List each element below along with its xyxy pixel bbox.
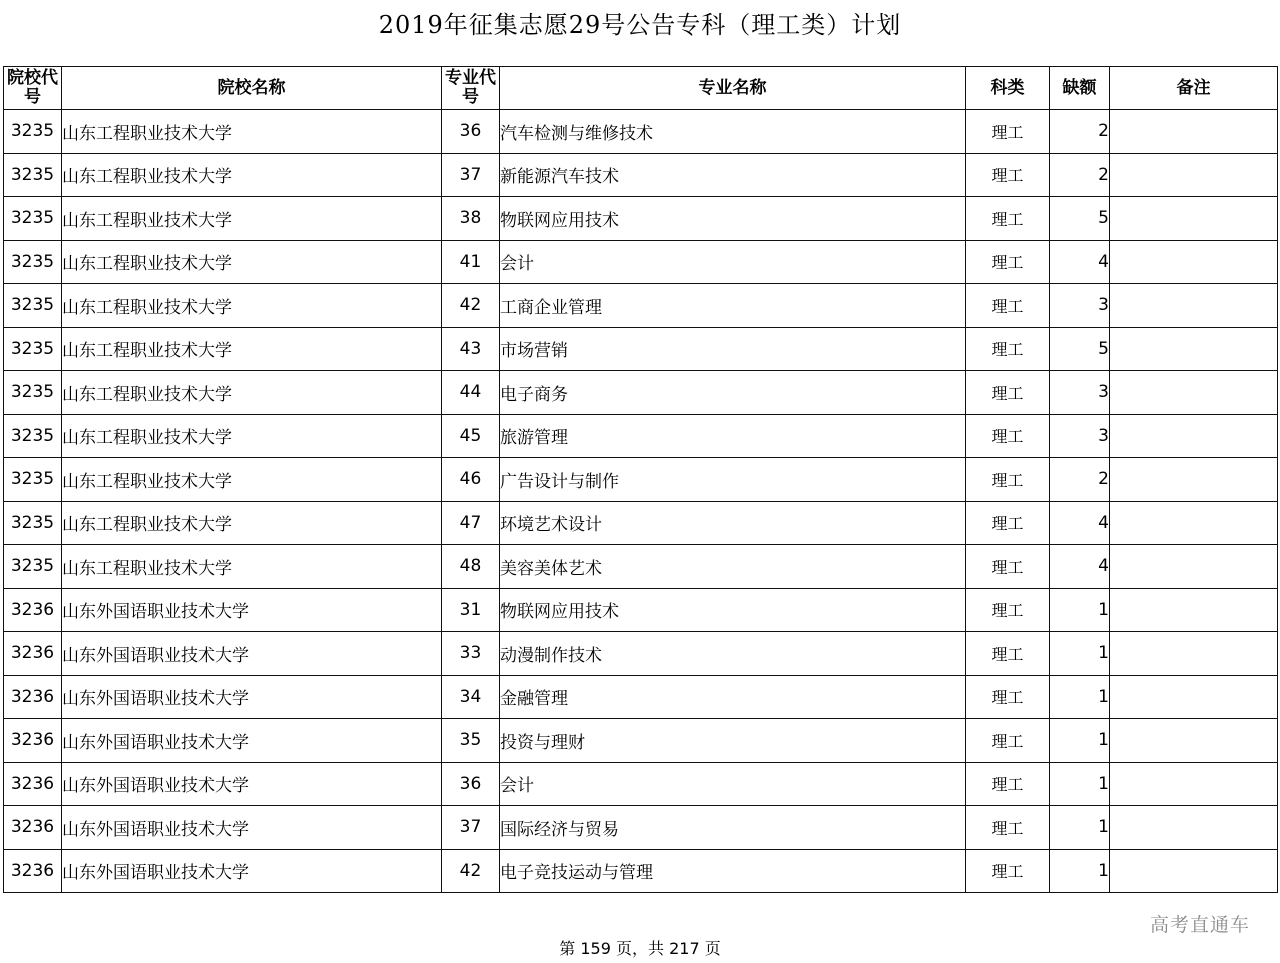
cell-school-name: 山东工程职业技术大学 xyxy=(62,327,442,371)
cell-school-code: 3235 xyxy=(4,327,62,371)
cell-remark xyxy=(1110,371,1278,415)
cell-major-code: 36 xyxy=(442,110,500,154)
cell-major-code: 35 xyxy=(442,719,500,763)
cell-major-code: 44 xyxy=(442,371,500,415)
cell-major-name: 电子商务 xyxy=(500,371,966,415)
table-row xyxy=(4,588,1278,632)
cell-school-code: 3235 xyxy=(4,458,62,502)
page-footer: 第 159 页，共 217 页 xyxy=(559,939,721,958)
table-row xyxy=(4,806,1278,850)
cell-category: 理工 xyxy=(966,197,1050,241)
cell-remark xyxy=(1110,762,1278,806)
cell-major-name: 工商企业管理 xyxy=(500,284,966,328)
cell-school-code: 3236 xyxy=(4,719,62,763)
cell-major-name: 会计 xyxy=(500,240,966,284)
table-row xyxy=(4,197,1278,241)
cell-school-code: 3235 xyxy=(4,284,62,328)
header-school-name: 院校名称 xyxy=(62,67,442,110)
cell-remark xyxy=(1110,588,1278,632)
cell-major-code: 37 xyxy=(442,153,500,197)
cell-remark xyxy=(1110,806,1278,850)
cell-major-code: 43 xyxy=(442,327,500,371)
cell-school-name: 山东外国语职业技术大学 xyxy=(62,762,442,806)
cell-school-code: 3235 xyxy=(4,371,62,415)
cell-major-code: 33 xyxy=(442,632,500,676)
watermark: 高考直通车 xyxy=(1149,914,1250,936)
cell-major-code: 38 xyxy=(442,197,500,241)
enrollment-plan-table xyxy=(3,66,1278,893)
cell-category: 理工 xyxy=(966,501,1050,545)
cell-quota: 4 xyxy=(1050,501,1110,545)
table-row xyxy=(4,110,1278,154)
cell-quota: 3 xyxy=(1050,371,1110,415)
cell-quota: 5 xyxy=(1050,327,1110,371)
cell-school-code: 3236 xyxy=(4,588,62,632)
cell-school-code: 3235 xyxy=(4,545,62,589)
cell-quota: 1 xyxy=(1050,675,1110,719)
cell-school-name: 山东外国语职业技术大学 xyxy=(62,806,442,850)
cell-quota: 1 xyxy=(1050,588,1110,632)
table-row xyxy=(4,501,1278,545)
cell-remark xyxy=(1110,675,1278,719)
table-row xyxy=(4,675,1278,719)
table-row xyxy=(4,762,1278,806)
cell-quota: 1 xyxy=(1050,632,1110,676)
cell-major-name: 汽车检测与维修技术 xyxy=(500,110,966,154)
table-row xyxy=(4,414,1278,458)
cell-category: 理工 xyxy=(966,371,1050,415)
cell-category: 理工 xyxy=(966,284,1050,328)
cell-major-code: 36 xyxy=(442,762,500,806)
table-row xyxy=(4,153,1278,197)
cell-major-name: 美容美体艺术 xyxy=(500,545,966,589)
header-major-name: 专业名称 xyxy=(500,67,966,110)
table-header-row xyxy=(4,67,1278,110)
table-row xyxy=(4,545,1278,589)
table-row xyxy=(4,849,1278,893)
cell-major-name: 国际经济与贸易 xyxy=(500,806,966,850)
cell-major-code: 34 xyxy=(442,675,500,719)
cell-quota: 1 xyxy=(1050,849,1110,893)
cell-category: 理工 xyxy=(966,806,1050,850)
cell-quota: 3 xyxy=(1050,414,1110,458)
cell-remark xyxy=(1110,197,1278,241)
cell-quota: 1 xyxy=(1050,806,1110,850)
cell-school-code: 3236 xyxy=(4,632,62,676)
cell-category: 理工 xyxy=(966,414,1050,458)
cell-category: 理工 xyxy=(966,545,1050,589)
cell-category: 理工 xyxy=(966,588,1050,632)
cell-school-name: 山东外国语职业技术大学 xyxy=(62,588,442,632)
cell-school-code: 3236 xyxy=(4,762,62,806)
cell-school-name: 山东外国语职业技术大学 xyxy=(62,632,442,676)
cell-school-code: 3235 xyxy=(4,240,62,284)
cell-school-name: 山东工程职业技术大学 xyxy=(62,153,442,197)
table-row xyxy=(4,284,1278,328)
cell-major-name: 物联网应用技术 xyxy=(500,197,966,241)
cell-remark xyxy=(1110,545,1278,589)
cell-school-name: 山东工程职业技术大学 xyxy=(62,545,442,589)
cell-remark xyxy=(1110,632,1278,676)
cell-major-name: 会计 xyxy=(500,762,966,806)
cell-remark xyxy=(1110,284,1278,328)
cell-major-code: 46 xyxy=(442,458,500,502)
cell-school-name: 山东工程职业技术大学 xyxy=(62,284,442,328)
cell-major-name: 投资与理财 xyxy=(500,719,966,763)
cell-quota: 2 xyxy=(1050,110,1110,154)
cell-school-code: 3235 xyxy=(4,153,62,197)
cell-major-code: 37 xyxy=(442,806,500,850)
cell-remark xyxy=(1110,110,1278,154)
cell-category: 理工 xyxy=(966,110,1050,154)
cell-major-code: 47 xyxy=(442,501,500,545)
cell-school-code: 3236 xyxy=(4,849,62,893)
cell-school-code: 3235 xyxy=(4,414,62,458)
header-quota: 缺额 xyxy=(1050,67,1110,110)
cell-quota: 1 xyxy=(1050,719,1110,763)
table-body xyxy=(4,110,1278,893)
cell-quota: 2 xyxy=(1050,458,1110,502)
cell-school-code: 3236 xyxy=(4,675,62,719)
cell-school-name: 山东工程职业技术大学 xyxy=(62,414,442,458)
table-row xyxy=(4,327,1278,371)
cell-remark xyxy=(1110,414,1278,458)
cell-school-name: 山东工程职业技术大学 xyxy=(62,371,442,415)
cell-major-name: 物联网应用技术 xyxy=(500,588,966,632)
table-row xyxy=(4,371,1278,415)
cell-category: 理工 xyxy=(966,849,1050,893)
cell-remark xyxy=(1110,327,1278,371)
cell-quota: 4 xyxy=(1050,240,1110,284)
cell-remark xyxy=(1110,501,1278,545)
cell-school-code: 3235 xyxy=(4,110,62,154)
header-remark: 备注 xyxy=(1110,67,1278,110)
cell-remark xyxy=(1110,153,1278,197)
cell-category: 理工 xyxy=(966,240,1050,284)
cell-major-name: 动漫制作技术 xyxy=(500,632,966,676)
cell-school-name: 山东工程职业技术大学 xyxy=(62,501,442,545)
header-school-code: 院校代号 xyxy=(4,67,62,110)
cell-school-name: 山东工程职业技术大学 xyxy=(62,240,442,284)
cell-school-name: 山东外国语职业技术大学 xyxy=(62,719,442,763)
cell-major-code: 48 xyxy=(442,545,500,589)
cell-category: 理工 xyxy=(966,632,1050,676)
table-row xyxy=(4,632,1278,676)
cell-major-name: 新能源汽车技术 xyxy=(500,153,966,197)
cell-school-code: 3235 xyxy=(4,197,62,241)
table-row xyxy=(4,719,1278,763)
cell-category: 理工 xyxy=(966,762,1050,806)
cell-remark xyxy=(1110,719,1278,763)
header-major-code: 专业代号 xyxy=(442,67,500,110)
document-title: 2019年征集志愿29号公告专科（理工类）计划 xyxy=(378,11,902,39)
cell-quota: 5 xyxy=(1050,197,1110,241)
cell-school-code: 3235 xyxy=(4,501,62,545)
cell-quota: 4 xyxy=(1050,545,1110,589)
cell-major-name: 电子竞技运动与管理 xyxy=(500,849,966,893)
cell-school-name: 山东外国语职业技术大学 xyxy=(62,675,442,719)
cell-quota: 1 xyxy=(1050,762,1110,806)
cell-category: 理工 xyxy=(966,153,1050,197)
cell-major-code: 41 xyxy=(442,240,500,284)
cell-major-code: 31 xyxy=(442,588,500,632)
cell-major-name: 金融管理 xyxy=(500,675,966,719)
cell-remark xyxy=(1110,240,1278,284)
cell-school-name: 山东工程职业技术大学 xyxy=(62,197,442,241)
cell-major-code: 42 xyxy=(442,849,500,893)
cell-category: 理工 xyxy=(966,675,1050,719)
header-category: 科类 xyxy=(966,67,1050,110)
cell-major-name: 旅游管理 xyxy=(500,414,966,458)
cell-remark xyxy=(1110,849,1278,893)
cell-category: 理工 xyxy=(966,327,1050,371)
cell-category: 理工 xyxy=(966,458,1050,502)
cell-category: 理工 xyxy=(966,719,1050,763)
cell-major-code: 45 xyxy=(442,414,500,458)
table-row xyxy=(4,240,1278,284)
cell-school-name: 山东工程职业技术大学 xyxy=(62,458,442,502)
cell-major-name: 广告设计与制作 xyxy=(500,458,966,502)
cell-remark xyxy=(1110,458,1278,502)
table-row xyxy=(4,458,1278,502)
cell-school-name: 山东工程职业技术大学 xyxy=(62,110,442,154)
cell-major-name: 环境艺术设计 xyxy=(500,501,966,545)
cell-major-code: 42 xyxy=(442,284,500,328)
cell-quota: 3 xyxy=(1050,284,1110,328)
cell-major-name: 市场营销 xyxy=(500,327,966,371)
cell-quota: 2 xyxy=(1050,153,1110,197)
cell-school-name: 山东外国语职业技术大学 xyxy=(62,849,442,893)
cell-school-code: 3236 xyxy=(4,806,62,850)
